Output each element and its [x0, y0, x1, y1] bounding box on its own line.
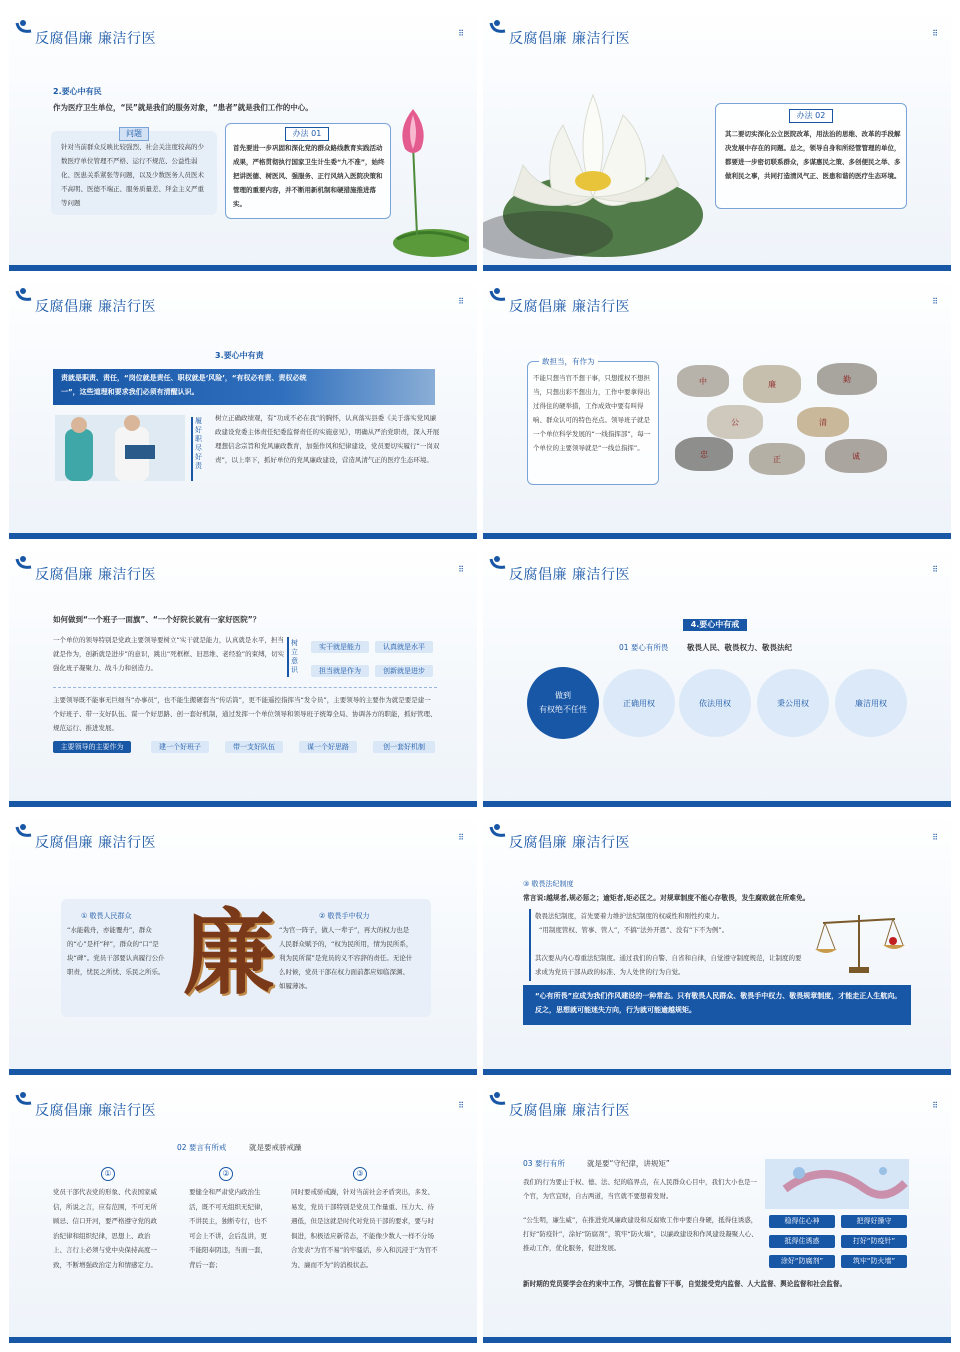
slide-3[interactable]	[9, 277, 477, 539]
slide-header	[483, 9, 951, 47]
stone-2: 廉	[743, 365, 801, 403]
menu-dots-icon[interactable]: ⠿	[932, 833, 937, 842]
pill-6: 筑牢“防火墙”	[841, 1255, 907, 1268]
side-label-text: 履好职 尽好责	[195, 417, 202, 470]
logo-mark-icon	[15, 823, 37, 843]
circle-1: 正确用权	[603, 669, 675, 737]
circle-3: 秉公用权	[757, 669, 829, 737]
lotus-image	[377, 105, 469, 259]
banner-text: 责就是职责、责任，“岗位就是责任、职权就是‘风险’，“有权必有责、责权必统一”，这些道理和要求我们必须有清醒认识。	[61, 374, 307, 396]
sub-number: 02 要言有所戒	[177, 1143, 227, 1152]
sub-title: 就是要“守纪律，讲规矩”	[587, 1159, 670, 1168]
logo-mark-icon	[15, 555, 37, 575]
menu-dots-icon[interactable]: ⠿	[932, 565, 937, 574]
question: 如何做到“一个班子一面旗”、“一个好院长就有一家好医院”？	[53, 615, 261, 624]
awareness-text: 一个单位的领导特别是党政主要领导要树立“实干就是能力，认真就是水平，担当就是作为，创新就是进步”的意识，跳出“死框框、旧思维、老经验”的束缚，切实强化班子凝聚力、战斗力和创造力。	[53, 636, 285, 672]
stone-3: 勤	[817, 363, 877, 395]
doctors-image	[55, 415, 185, 481]
menu-dots-icon[interactable]: ⠿	[458, 29, 463, 38]
sub-title: 就是要戒骄戒躁	[249, 1143, 302, 1152]
circle-4: 廉洁用权	[835, 669, 907, 737]
section-subtitle: 作为医疗卫生单位，“民”就是我们的服务对象，“患者”就是我们工作的中心。	[53, 103, 313, 112]
left-title: ① 敬畏人民群众	[81, 912, 132, 920]
menu-dots-icon[interactable]: ⠿	[932, 297, 937, 306]
pill-3: 抵得住诱惑	[769, 1235, 835, 1248]
menu-dots-icon[interactable]: ⠿	[932, 29, 937, 38]
logo-mark-icon	[489, 287, 511, 307]
logo-mark-icon	[15, 1091, 37, 1111]
header-title: 反腐倡廉 廉洁行医	[35, 1103, 156, 1119]
slide-1[interactable]	[9, 9, 477, 271]
number-badge-2: ②	[219, 1167, 233, 1181]
header-title: 反腐倡廉 廉洁行医	[509, 835, 630, 851]
take-charge-text: 不能只想当官不想干事，只想揽权不想担当，只想出彩不想出力，工作中要拿得出过得住的硬举措，工作成效中要有叫得响、群众认可的特色亮点。领导班子就是一个单位科学发展的“一线指挥部”，每一个单位的主要领导就是“一线总指挥”。	[533, 374, 651, 452]
header-title: 反腐倡廉 廉洁行医	[509, 1103, 630, 1119]
lead-text: 常言说:越规者,规必惩之；逾矩者,矩必匡之。对规章制度不能心存敬畏，发生腐败就在所难免。	[523, 894, 810, 902]
point-text-1: 敬畏法纪制度，首先要着力维护法纪制度的权威性和刚性约束力。	[535, 912, 724, 920]
conduct-text-1: 我们的行为要止于权、德、法、纪的临界点，在人民群众心目中，我们大小也是一个官，为官宜财，自古两道，当官就不要想着发财。	[523, 1178, 757, 1200]
header-title: 反腐倡廉 廉洁行医	[35, 567, 156, 583]
header-title: 反腐倡廉 廉洁行医	[509, 567, 630, 583]
point-text-3: 其次要从内心尊重法纪制度。通过我们的自警、自省和自律，自觉遵守制度规范，让制度的要求成为党员干部从政的标准、为人处世的行为自觉。	[535, 954, 802, 976]
header-title: 反腐倡廉 廉洁行医	[35, 835, 156, 851]
slide-2[interactable]	[483, 9, 951, 271]
circle-2: 依法用权	[679, 669, 751, 737]
menu-dots-icon[interactable]: ⠿	[458, 1101, 463, 1110]
slide-header	[483, 545, 951, 583]
right-title: ② 敬畏手中权力	[319, 912, 370, 920]
menu-dots-icon[interactable]: ⠿	[458, 833, 463, 842]
method-tag: 办法 01	[285, 127, 329, 141]
point-text-2: “用制度管权、管事、管人”，不搞“法外开恩”、没有“下不为例”。	[539, 926, 729, 934]
pill-4: 创新就是进步	[375, 665, 433, 677]
header-title: 反腐倡廉 廉洁行医	[35, 299, 156, 315]
take-charge-title: 敢担当，有作为	[539, 355, 598, 369]
slide-header	[9, 545, 477, 583]
logo-mark-icon	[489, 19, 511, 39]
method-text: 首先要进一步巩固和深化党的群众路线教育实践活动成果，严格贯彻执行国家卫生计生委“九不准”，始终把讲医德、树医风、强服务、正行风纳入医院决策和管理的重要内容，并不断用新机制和硬措施推进落实。	[233, 144, 385, 208]
slide-header	[9, 277, 477, 315]
white-lotus-image	[483, 85, 703, 261]
logo-mark-icon	[15, 19, 37, 39]
side-label-text: 树立意识	[291, 639, 298, 674]
stone-8: 诚	[825, 439, 887, 473]
pill-1: 稳得住心神	[769, 1215, 835, 1228]
pill-3: 担当就是作为	[311, 665, 369, 677]
bottom-pill-4: 谋一个好思路	[299, 741, 357, 753]
number-badge-3: ③	[353, 1167, 367, 1181]
slide-header	[483, 1081, 951, 1119]
conduct-text-2: “公生明，廉生威”，在推进党风廉政建设和反腐败工作中要自身硬，抵得住诱惑，打好“防疫针”，涂好“防腐剂”，筑牢“防火墙”，以廉政建设和作风建设凝聚人心、推动工作，优化服务，促进发展。	[523, 1216, 758, 1252]
slide-9[interactable]	[9, 1081, 477, 1343]
slide-4[interactable]	[483, 277, 951, 539]
lian-calligraphy: 廉	[182, 899, 275, 1007]
slide-header	[9, 813, 477, 851]
stone-4: 公	[707, 405, 763, 439]
menu-dots-icon[interactable]: ⠿	[932, 1101, 937, 1110]
conclusion-text: “心有所畏”应成为我们作风建设的一种常态。只有敬畏人民群众、敬畏手中权力、敬畏规章制度，才能走正人生航向。反之，思想就可能迷失方向，行为就可能逾越规矩。	[535, 992, 902, 1014]
menu-dots-icon[interactable]: ⠿	[458, 565, 463, 574]
slide-header	[483, 277, 951, 315]
accent-line-1	[529, 909, 531, 953]
slide-8[interactable]	[483, 813, 951, 1075]
right-text: “为官一阵子，做人一辈子”，再大的权力也是人民群众赋予的，“权为民所用，情为民所系，利为民所谋”是党员的义不容辞的责任。无论什么时候，党员干部在权力面前都应如临深渊、如履薄冰。	[279, 926, 413, 990]
accent-line-2	[529, 953, 531, 981]
logo-mark-icon	[489, 555, 511, 575]
problem-text: 针对当前群众反映比较强烈、社会关注度较高的少数医疗单位管理不严格、运行不规范、公益性弱化、医患关系紧张等问题，以及少数医务人员医术不高明、医德不端正、服务质量差、拜金主义严重等问题	[61, 143, 204, 207]
slide-5[interactable]	[9, 545, 477, 807]
column-text-3: 同时要戒骄戒躁，针对当前社会矛盾突出，多发、易发，党员干部特别是党员工作量重、压力大、待遇低，但是这就是时代对党员干部的要求，要与时俱进，积极适应新常态，不能像少数人一样不分场合发表“为官不易”的牢骚话，步入和沉浸于“为官不为、廉而不为”的消极状态。	[291, 1188, 438, 1269]
main-circle: 做到 有权绝不任性	[527, 667, 599, 739]
header-title: 反腐倡廉 廉洁行医	[509, 299, 630, 315]
sub-title: 敬畏人民、敬畏权力、敬畏法纪	[687, 643, 792, 652]
slide-6[interactable]	[483, 545, 951, 807]
divider	[53, 687, 437, 688]
stone-5: 清	[797, 407, 849, 437]
logo-mark-icon	[489, 823, 511, 843]
slide-10[interactable]	[483, 1081, 951, 1343]
scales-image	[813, 909, 905, 979]
pill-5: 涂好“防腐剂”	[769, 1255, 835, 1268]
bottom-pill-5: 创一套好机制	[373, 741, 435, 753]
header-title: 反腐倡廉 廉洁行医	[509, 31, 630, 47]
side-divider	[287, 637, 289, 677]
method2-tag: 办法 02	[789, 109, 833, 123]
pill-2: 把得好操守	[841, 1215, 907, 1228]
stones-image	[669, 359, 899, 485]
column-text-2: 要健全和严肃党内政治生活，既不可无组织无纪律，不讲民主，独断专行，也不可会上不讲，会后乱讲，更不能阳奉阴违，当面一套，背后一套；	[189, 1188, 267, 1269]
bottom-pill-1: 主要领导的主要作为	[53, 741, 131, 753]
slide-header	[9, 9, 477, 47]
bottom-pill-2: 建一个好班子	[151, 741, 209, 753]
header-title: 反腐倡廉 廉洁行医	[35, 31, 156, 47]
bacteria-image	[765, 1159, 909, 1209]
stone-6: 忠	[675, 437, 733, 471]
method2-text: 其二要切实深化公立医院改革，用法治的思维、改革的手段解决发展中存在的问题。总之，领导自身和所经管管理的单位，都要进一步密切联系群众，多谋惠民之策、多创便民之举、多做利民之事，共同打造清风气正、医患和谐的医疗生态环境。	[725, 130, 901, 180]
column-text-1: 党员干部代表党的形象、代表国家威信，所说之言，应有范围，不可无所顾忌、信口开河，要严格遵守党的政治纪律和组织纪律，思想上、政治上、言行上必须与党中央保持高度一致，不断增强政治定力和情感定力。	[53, 1188, 157, 1269]
problem-tag: 问题	[119, 127, 149, 141]
stone-1: 中	[677, 365, 729, 397]
left-text: “水能载舟，亦能覆舟”，群众的“心”是杆“秤”，群众的“口”是块“碑”。党员干部要认真履行公仆职责，忧民之所忧、乐民之所乐。	[67, 926, 165, 976]
slide-header	[9, 1081, 477, 1119]
duty-text: 树立正确政绩观，有“功成不必在我”的胸怀，认真落实县委《关于落实党风廉政建设党委主体责任纪委监督责任的实施意见》，明确从严治党职责，深入开展理想信念宗旨和党风廉政教育，加强作风和纪律建设，党员要切实履行“一岗双责”，以上率下，抓好单位的党风廉政建设，营造风清气正的医疗生态环境。	[215, 414, 440, 464]
bottom-statement: 新时期的党员要学会在约束中工作，习惯在监督下干事，自觉接受党内监督、人大监督、舆论监督和社会监督。	[523, 1280, 847, 1288]
pill-1: 实干就是能力	[311, 641, 369, 653]
logo-mark-icon	[15, 287, 37, 307]
section-heading: 2.要心中有民	[53, 87, 102, 96]
pill-2: 认真就是水平	[375, 641, 433, 653]
section-heading: 3.要心中有责	[215, 351, 264, 360]
section-heading: 4.要心中有戒	[683, 619, 747, 631]
sub-number: 03 要行有所	[523, 1159, 565, 1168]
leader-text: 主要领导既不能事无巨细当“办事员”，也不能生搬硬套当“传话筒”，更不能遥控指挥当“发令员”，主要领导的主要作为就是要是建一个好班子、带一支好队伍、谋一个好思路、创一套好机制，通过发挥一个单位领导和领导班子统筹全局、协调各方的职能，抓好管理、规范运行、推进发展。	[53, 696, 437, 732]
slide-header	[483, 813, 951, 851]
sub-number: 01 要心有所畏	[619, 643, 669, 652]
sub-title: ③ 敬畏法纪制度	[523, 880, 574, 888]
logo-mark-icon	[489, 1091, 511, 1111]
bottom-pill-3: 带一支好队伍	[225, 741, 283, 753]
menu-dots-icon[interactable]: ⠿	[458, 297, 463, 306]
slide-7[interactable]	[9, 813, 477, 1075]
pill-4: 打好“防疫针”	[841, 1235, 907, 1248]
stone-7: 正	[749, 443, 805, 475]
number-badge-1: ①	[101, 1167, 115, 1181]
